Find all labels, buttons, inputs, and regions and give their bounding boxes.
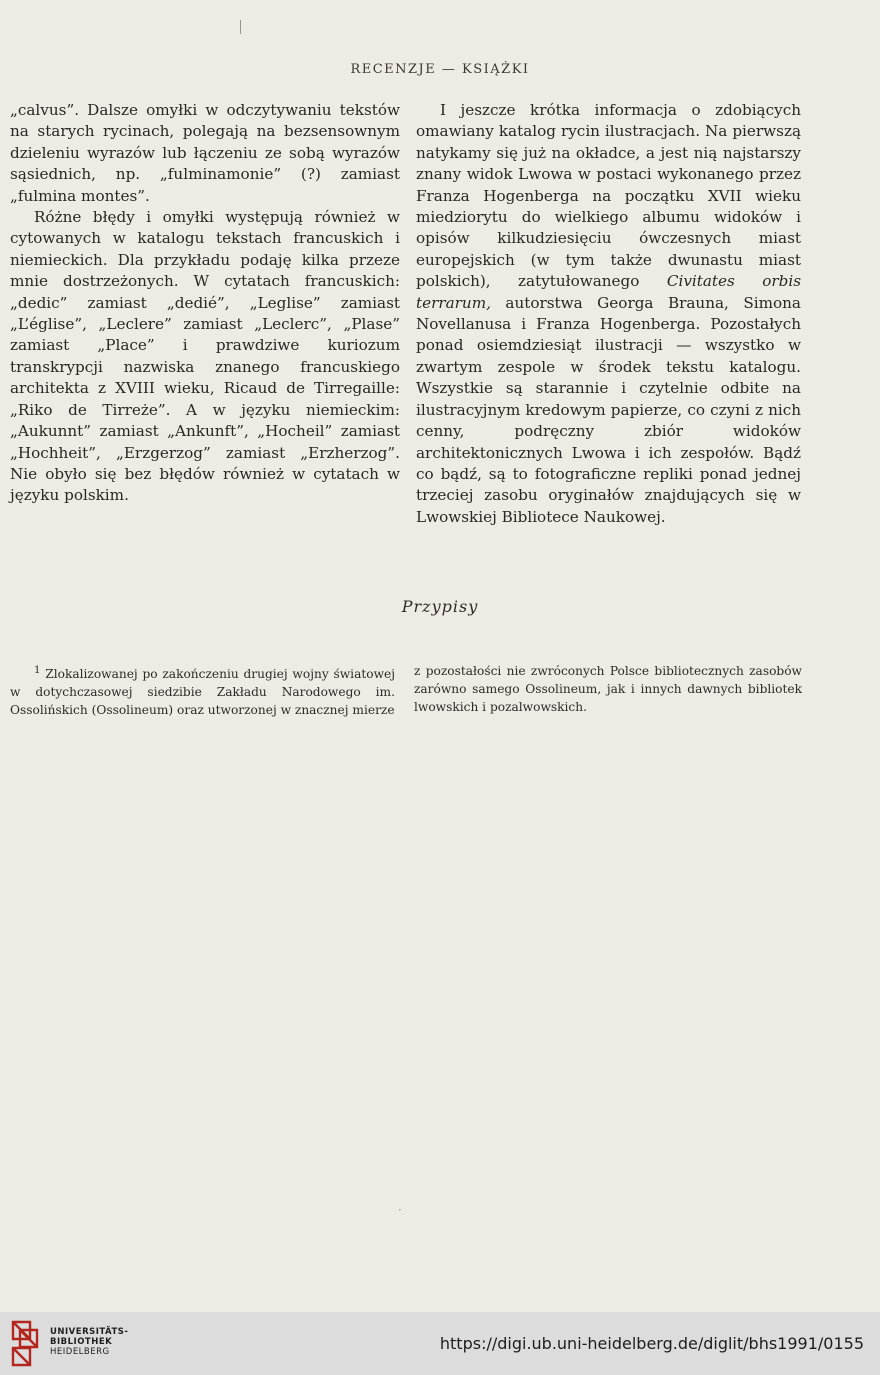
library-name-line-3: HEIDELBERG bbox=[50, 1347, 110, 1357]
right-paragraph-text-a: I jeszcze krótka informacja o zdobiących omawiany katalog rycin ilustracjach. Na pierwszą natykamy się już na okładce, a jest nią najstarszy znany widok Lwowa w postaci wykonanego przez Franza Hogenberga na początku XVII wieku miedziorytu do wielkiego albumu widoków i opisów kilkudziesięciu ówczesnych miast europejskich (w tym także dwunastu miast polskich), zatytułowanego bbox=[416, 101, 801, 291]
left-paragraph-2: Różne błędy i omyłki występują również w cytowanych w katalogu tekstach francuskich i niemieckich. Dla przykładu podaję kilka przeze mnie dostrzeżonych. W cytatach francuskich: „dedic” zamiast „dedié”, „Leglise” zamiast „L’église”, „Leclere” zamiast „Leclerc”, „Plase” zamiast „Place” i prawdziwe kuriozum transkrypcji nazwiska znanego francuskiego architekta z XVIII wieku, Ricaud de Tirregaille: „Riko de Tirreże”. A w języku niemieckim: „Aukunnt” zamiast „Ankunft”, „Hocheil” zamiast „Hochheit”, „Erzgerzog” zamiast „Erzherzog”. Nie obyło się bez błędów również w cytatach w języku polskim. bbox=[10, 208, 400, 505]
footer-bar bbox=[0, 1312, 880, 1375]
footnote-1-start bbox=[10, 662, 395, 719]
book-title-italic: Civitates orbis terrarum, bbox=[416, 272, 801, 312]
right-paragraph-text-b: autorstwa Georga Brauna, Simona Novellanusa i Franza Hogenberga. Pozostałych ponad osiemdziesiąt ilustracji — wszystko w zwartym zespole w środek tekstu katalogu. Wszystkie są starannie i czytelnie odbite na ilustracyjnym kredowym papierze, co czyni z nich cenny, podręczny zbiór widoków architektonicznych Lwowa i ich zespołów. Bądź co bądź, są to fotograficzne repliki ponad jednej trzeciej zasobu oryginałów znajdujących się w Lwowskiej Bibliotece Naukowej. bbox=[416, 293, 801, 526]
footnote-1-text-a: Zlokalizowanej po zakończeniu drugiej wojny światowej w dotychczasowej siedzibie Zakładu Narodowego im. Ossolińskich (Ossolineum) oraz utworzonej w znacznej mierze bbox=[10, 667, 395, 718]
scan-mark bbox=[240, 20, 241, 34]
left-paragraph-1: „calvus”. Dalsze omyłki w odczytywaniu tekstów na starych rycinach, polegają na bezsensownym dzieleniu wyrazów lub łączeniu ze sobą wyrazów sąsiednich, np. „fulminamonie” (?) zamiast „fulmina montes”. bbox=[10, 101, 400, 205]
university-library-logo-icon bbox=[10, 1318, 44, 1368]
right-paragraph-1 bbox=[416, 100, 801, 528]
page-tick: · bbox=[398, 1203, 402, 1217]
library-name-line-2: BIBLIOTHEK bbox=[50, 1337, 113, 1347]
running-head: RECENZJE — KSIĄŻKI bbox=[350, 62, 530, 77]
source-url-link[interactable]: https://digi.ub.uni-heidelberg.de/diglit/bhs1991/0155 bbox=[439, 1334, 864, 1353]
right-column bbox=[416, 100, 801, 528]
footnote-right bbox=[414, 662, 802, 716]
library-name bbox=[50, 1327, 128, 1357]
left-column bbox=[10, 100, 400, 507]
footnotes-heading: Przypisy bbox=[401, 597, 479, 616]
library-name-line-1: UNIVERSITÄTS- bbox=[50, 1327, 129, 1337]
footnote-1-continued: z pozostałości nie zwróconych Polsce bibliotecznych zasobów zarówno samego Ossolineum, jak i innych dawnych bibliotek lwowskich i pozalwowskich. bbox=[414, 664, 802, 714]
footnote-marker: 1 bbox=[34, 665, 41, 676]
footnote-left bbox=[10, 662, 395, 719]
